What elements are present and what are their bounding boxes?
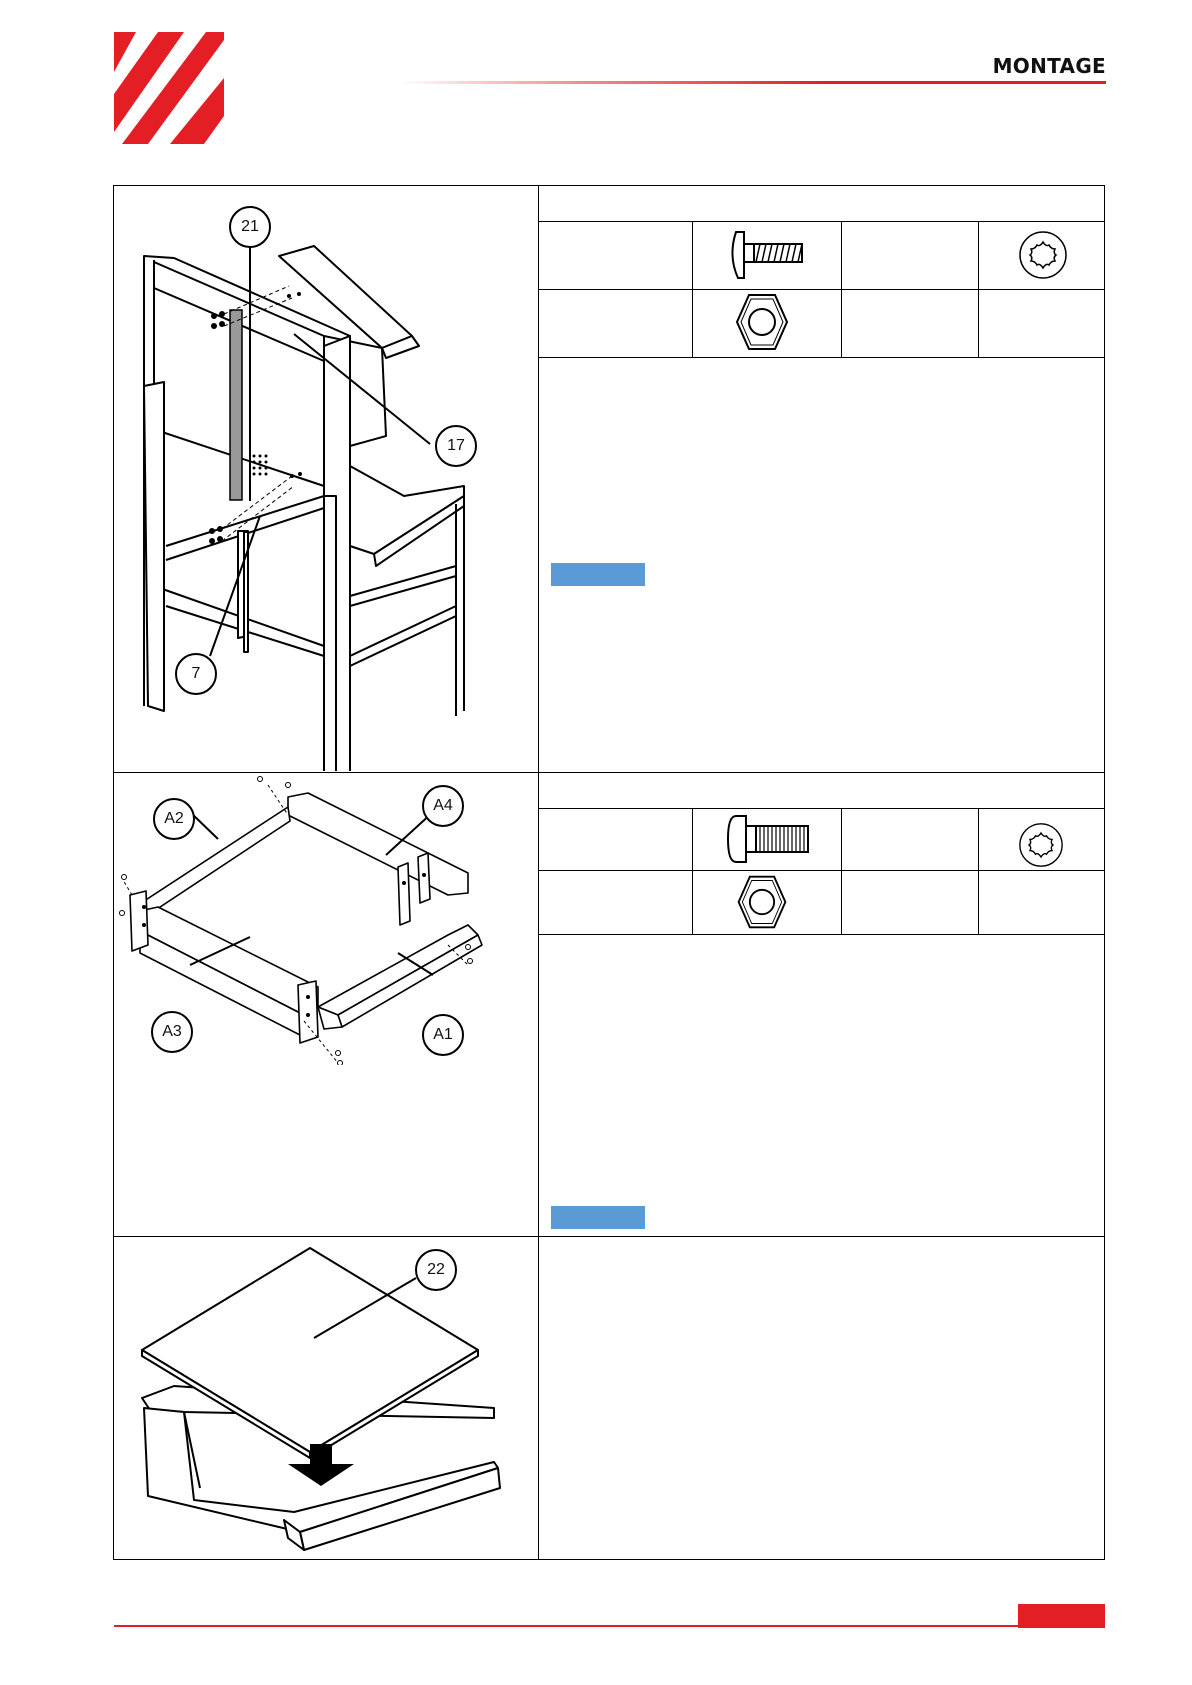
header-rule — [400, 81, 1106, 84]
callout-label: A1 — [433, 1026, 453, 1043]
step-tag — [551, 563, 645, 586]
callout-label: A2 — [164, 810, 184, 827]
callout-label: 22 — [427, 1261, 445, 1278]
hardware-grid-line — [538, 221, 1105, 222]
torx-drive-icon — [1018, 230, 1068, 280]
callout-label: 21 — [241, 218, 259, 235]
hardware-grid-line — [538, 289, 1105, 290]
row-divider — [113, 1236, 1105, 1237]
torx-drive-icon — [1018, 822, 1064, 868]
carriage-bolt-icon — [730, 224, 810, 284]
hardware-grid-line — [538, 934, 1105, 935]
hardware-grid-line — [978, 808, 979, 934]
hardware-grid-line — [538, 808, 1105, 809]
column-divider — [538, 185, 539, 1560]
page-title: MONTAGE — [992, 54, 1106, 78]
hardware-grid-line — [978, 221, 979, 357]
step-tag — [551, 1206, 645, 1229]
row-divider — [113, 772, 1105, 773]
callout-label: 7 — [191, 665, 201, 682]
button-head-screw-icon — [726, 812, 812, 866]
hardware-grid-line — [841, 808, 842, 934]
hardware-grid-line — [841, 221, 842, 357]
hardware-grid-line — [538, 870, 1105, 871]
footer-rule — [114, 1625, 1018, 1627]
hardware-grid-line — [692, 221, 693, 357]
hex-nut-icon — [735, 291, 789, 353]
brand-logo-icon — [114, 32, 224, 144]
page-number — [1018, 1604, 1105, 1628]
callout-label: A3 — [162, 1023, 182, 1040]
callout-label: A4 — [433, 797, 453, 814]
hex-nut-icon — [735, 873, 789, 931]
hardware-grid-line — [538, 357, 1105, 358]
drawer-bottom-illustration — [114, 1238, 538, 1558]
callout-label: 17 — [447, 437, 465, 454]
hardware-grid-line — [692, 808, 693, 934]
